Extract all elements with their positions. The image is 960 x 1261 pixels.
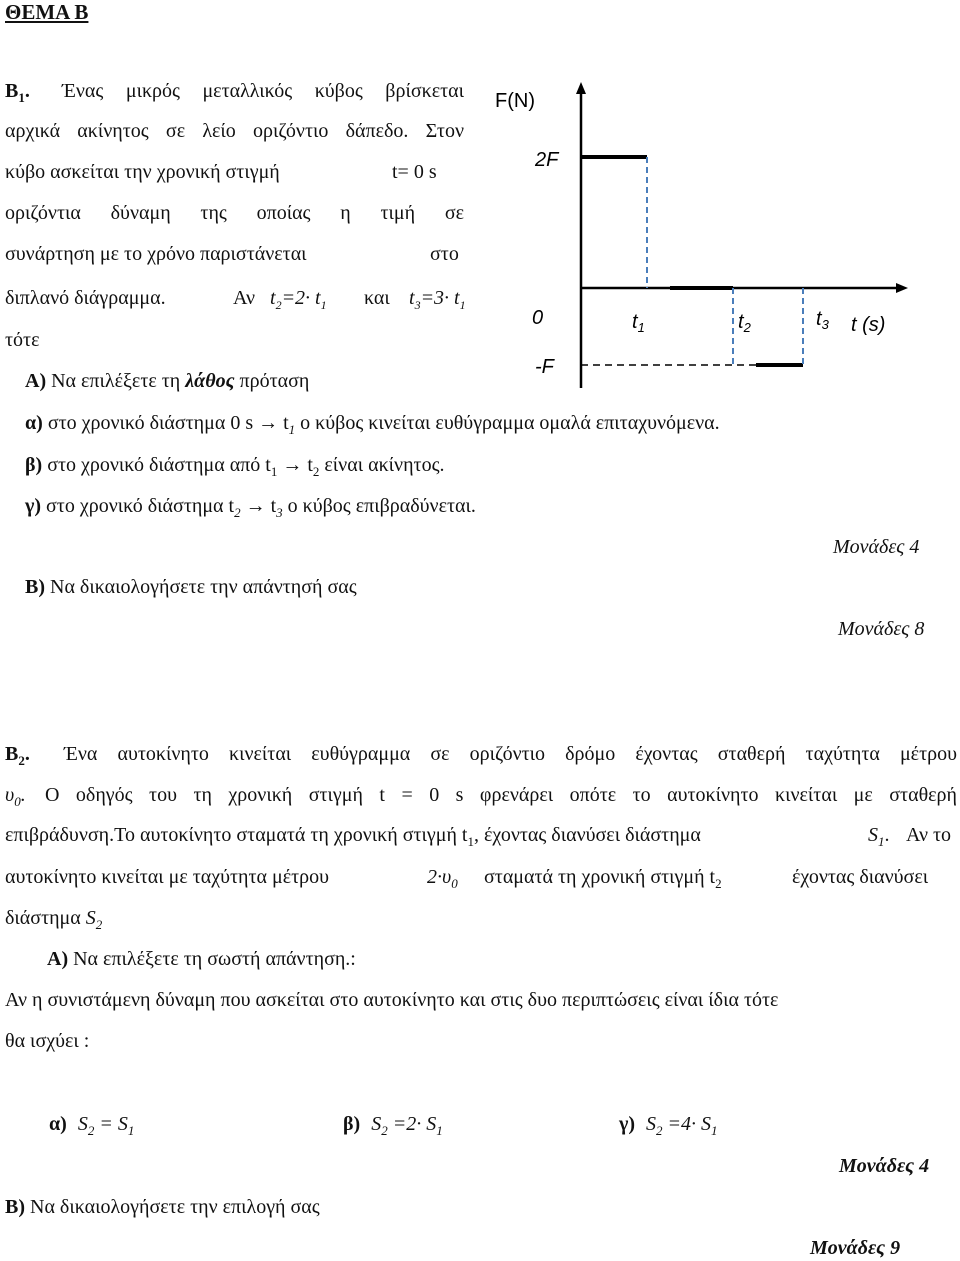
b2-choice-alpha: α) $S_2 = S_1$	[49, 1113, 135, 1138]
b1-line-6: διπλανό διάγραμμα.	[5, 287, 166, 309]
x-axis-label: t (s)	[851, 314, 886, 336]
b1-number: $B_1$.	[5, 80, 30, 105]
b1-option-beta: β) στο χρονικό διάστημα από $t_1 \to t_2$ είναι ακίνητος.	[25, 454, 445, 479]
b2-line-2: Ο οδηγός του τη χρονική στιγμή t = 0 s φρενάρει οπότε το αυτοκίνητο κινείται με σταθερή	[45, 784, 957, 806]
b2-choice-gamma: γ) $S_2 =4\cdot S_1$	[619, 1113, 718, 1138]
b1-part-b: Β) Να δικαιολογήσετε την απάντησή σας	[25, 576, 357, 598]
b1-and: και	[364, 287, 390, 309]
b1-part-a: Α) Να επιλέξετε τη λάθος πρόταση	[25, 370, 310, 392]
b2-2v0: $2\cdot\upsilon_0$	[427, 866, 458, 891]
b1-option-alpha: α) στο χρονικό διάστημα 0 $s \to t_1$ ο κύβος κινείται ευθύγραμμα ομαλά επιταχυνόμενα.	[25, 412, 720, 437]
b1-option-gamma: γ) στο χρονικό διάστημα $t_2 \to t_3$ ο κύβος επιβραδύνεται.	[25, 495, 476, 520]
x-tick-t1: $t_1$	[632, 311, 645, 335]
y-axis-label: F(N)	[495, 90, 535, 112]
b1-line-5: συνάρτηση με το χρόνο παριστάνεται	[5, 243, 307, 265]
b2-line-6: Αν η συνιστάμενη δύναμη που ασκείται στο αυτοκίνητο και στις δυο περιπτώσεις είναι ίδια τότε	[5, 989, 779, 1011]
b2-line-1: Ένα αυτοκίνητο κινείται ευθύγραμμα σε οριζόντιο δρόμο έχοντας σταθερή ταχύτητα μέτρου	[64, 743, 957, 765]
x-tick-t3: $t_3$	[816, 308, 829, 332]
b1-t0: t= 0 s	[392, 161, 437, 183]
b1-line-3: κύβο ασκείται την χρονική στιγμή	[5, 161, 280, 183]
b2-line-4-end: έχοντας διανύσει	[792, 866, 929, 888]
b2-number: $B_2$.	[5, 743, 30, 768]
b1-line-7: τότε	[5, 329, 40, 351]
y-tick-zero: 0	[532, 307, 544, 329]
b2-line-4: αυτοκίνητο κινείται με ταχύτητα μέτρου	[5, 866, 330, 888]
b1-relation-1: $t_2=2\cdot t_1$	[270, 287, 327, 312]
b2-line-7: θα ισχύει :	[5, 1030, 90, 1052]
b1-line-5-end: στο	[430, 243, 459, 265]
x-axis-arrow-icon	[896, 283, 908, 293]
b2-part-b: Β) Να δικαιολογήσετε την επιλογή σας	[5, 1196, 320, 1218]
b2-s1: $S_1$.	[868, 824, 890, 849]
force-time-chart	[480, 80, 910, 400]
b1-points-a: Μονάδες 4	[833, 536, 920, 558]
b2-points-b: Μονάδες 9	[810, 1237, 901, 1259]
page-title: ΘΕΜΑ Β	[5, 0, 89, 24]
b2-line-4-mid: σταματά τη χρονική στιγμή $t_2$	[484, 866, 722, 891]
y-axis-arrow-icon	[576, 82, 586, 94]
b1-line-2: αρχικά ακίνητος σε λείο οριζόντιο δάπεδο. Στον	[5, 120, 464, 142]
y-tick-2F: 2F	[535, 149, 559, 171]
b2-choice-beta: β) $S_2 =2\cdot S_1$	[343, 1113, 443, 1138]
b1-line-1: Ένας μικρός μεταλλικός κύβος βρίσκεται	[62, 80, 464, 102]
b2-part-a: Α) Να επιλέξετε τη σωστή απάντηση.:	[47, 948, 356, 970]
x-tick-t2: $t_2$	[738, 311, 751, 335]
b2-line-3-end: Αν το	[906, 824, 952, 846]
b1-points-b: Μονάδες 8	[838, 618, 925, 640]
b2-line-5: διάστημα $S_2$	[5, 907, 103, 932]
b2-line-3: επιβράδυνση.Το αυτοκίνητο σταματά τη χρονική στιγμή $t_1$, έχοντας διανύσει διάστημα	[5, 824, 701, 849]
b2-points-a: Μονάδες 4	[839, 1155, 930, 1177]
b1-if: Αν	[233, 287, 256, 309]
b1-line-4: οριζόντια δύναμη της οποίας η τιμή σε	[5, 202, 464, 224]
y-tick-minus-F: -F	[535, 356, 554, 378]
b1-relation-2: $t_3=3\cdot t_1$	[409, 287, 466, 312]
b2-v0: $\upsilon_0$.	[5, 784, 26, 809]
